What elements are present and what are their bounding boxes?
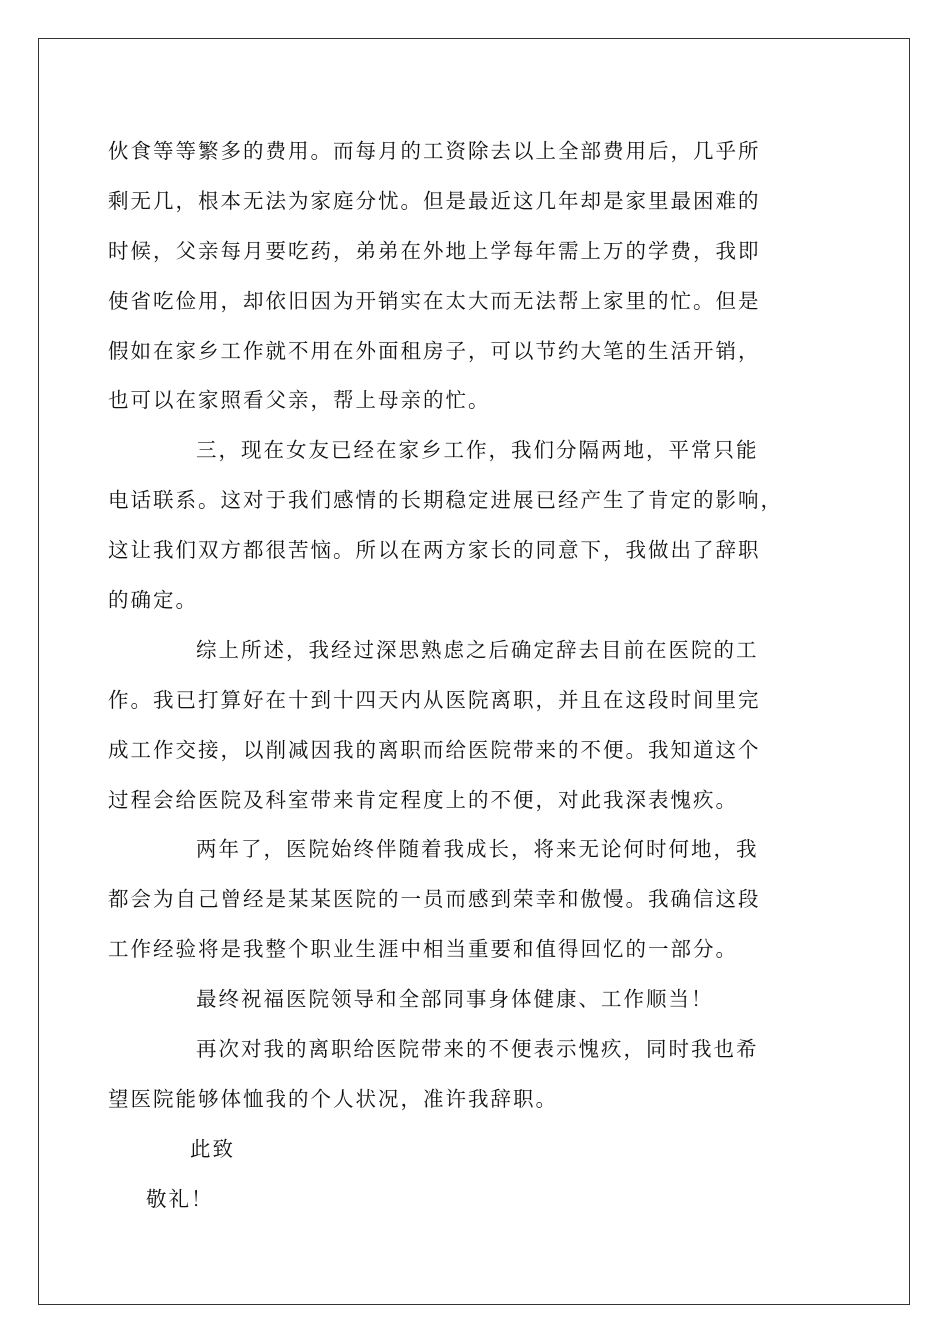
blessing-line: 最终祝福医院领导和全部同事身体健康、工作顺当！	[196, 987, 714, 1012]
text-line: 使省吃俭用，却依旧因为开销实在太大而无法帮上家里的忙。但是	[108, 288, 761, 313]
text-line: 的确定。	[108, 588, 198, 613]
salutation-line: 敬礼！	[146, 1186, 214, 1211]
text-line: 作。我已打算好在十到十四天内从医院离职，并且在这段时间里完	[108, 687, 761, 712]
text-line: 剩无几，根本无法为家庭分忧。但是最近这几年却是家里最困难的	[108, 188, 761, 213]
text-line: 这让我们双方都很苦恼。所以在两方家长的同意下，我做出了辞职	[108, 538, 761, 563]
text-line: 时候，父亲每月要吃药，弟弟在外地上学每年需上万的学费，我即	[108, 238, 761, 263]
paragraph-start-line: 两年了，医院始终伴随着我成长，将来无论何时何地，我	[196, 837, 759, 862]
closing-line: 此致	[190, 1136, 235, 1161]
text-line: 望医院能够体恤我的个人状况，准许我辞职。	[108, 1086, 558, 1111]
text-line: 成工作交接，以削减因我的离职而给医院带来的不便。我知道这个	[108, 737, 761, 762]
text-line: 也可以在家照看父亲，帮上母亲的忙。	[108, 388, 491, 413]
paragraph-start-line: 三，现在女友已经在家乡工作，我们分隔两地，平常只能	[196, 438, 759, 463]
text-line: 过程会给医院及科室带来肯定程度上的不便，对此我深表愧疚。	[108, 787, 738, 812]
text-line: 假如在家乡工作就不用在外面租房子，可以节约大笔的生活开销，	[108, 338, 761, 363]
paragraph-start-line: 再次对我的离职给医院带来的不便表示愧疚，同时我也希	[196, 1037, 759, 1062]
text-line: 伙食等等繁多的费用。而每月的工资除去以上全部费用后，几乎所	[108, 139, 761, 163]
paragraph-start-line: 综上所述，我经过深思熟虑之后确定辞去目前在医院的工	[196, 637, 759, 662]
letter-body	[108, 132, 808, 1230]
text-line: 都会为自己曾经是某某医院的一员而感到荣幸和傲慢。我确信这段	[108, 887, 761, 912]
text-line: 工作经验将是我整个职业生涯中相当重要和值得回忆的一部分。	[108, 937, 738, 962]
text-line: 电话联系。这对于我们感情的长期稳定进展已经产生了肯定的影响，	[108, 488, 783, 513]
